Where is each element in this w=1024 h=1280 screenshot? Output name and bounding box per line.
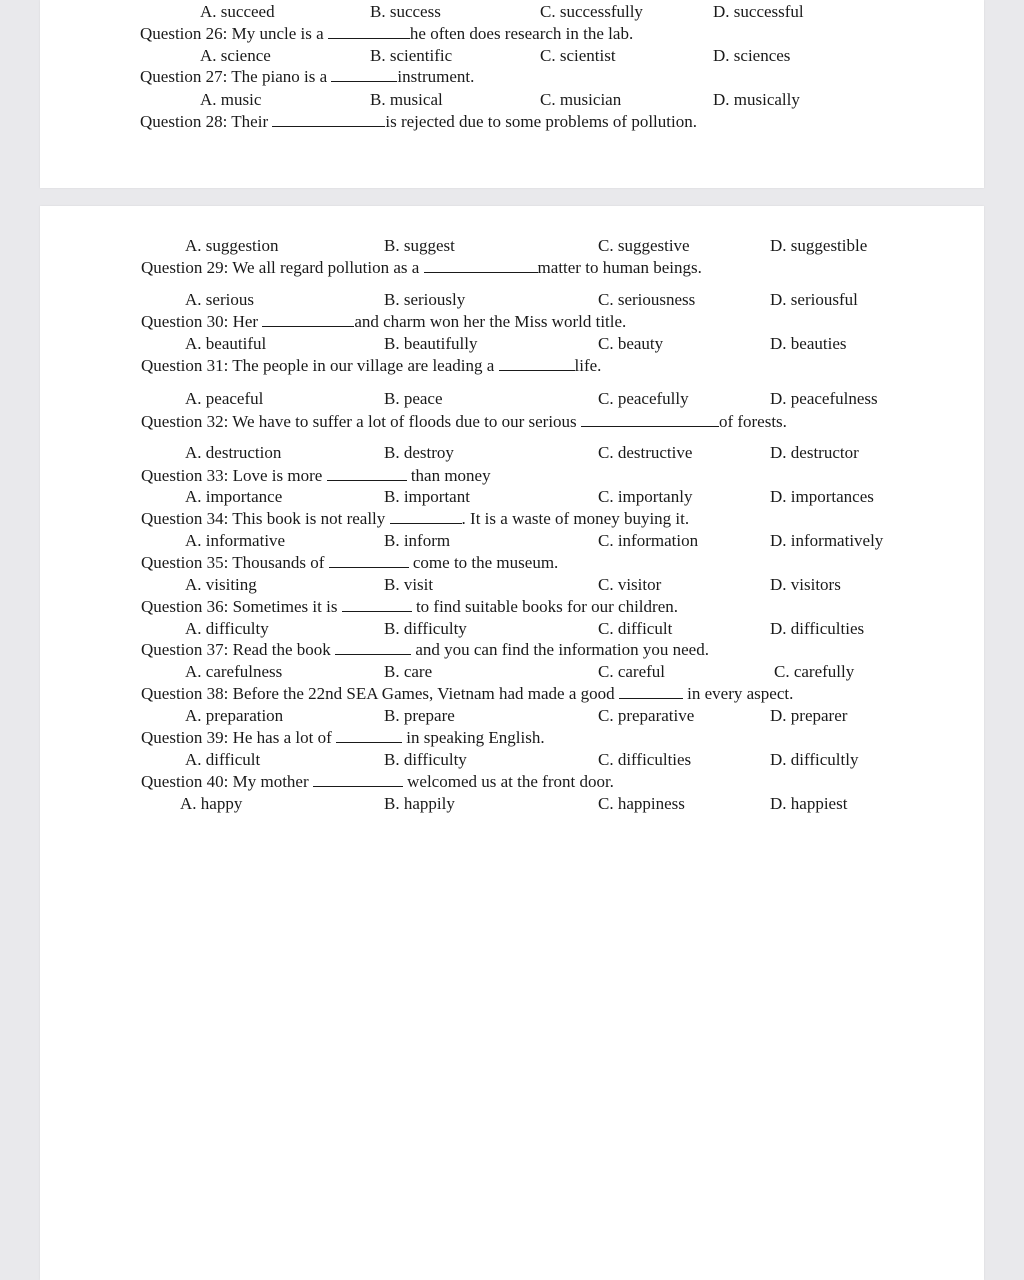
answer-blank xyxy=(329,553,409,568)
q37-option-b: B. care xyxy=(384,662,433,681)
q25-option-b: B. success xyxy=(370,2,441,21)
answer-blank xyxy=(336,728,402,743)
q38-option-c: C. preparative xyxy=(598,706,695,725)
question-27 xyxy=(140,67,474,87)
question-31-tail: life. xyxy=(574,356,602,375)
q35-option-a: A. visiting xyxy=(185,575,257,594)
q28-option-d: D. suggestible xyxy=(770,236,868,255)
question-29-stem: Question 29: We all regard pollution as a xyxy=(141,258,420,277)
question-37-tail: and you can find the information you need. xyxy=(415,640,709,659)
q36-option-a: A. difficulty xyxy=(185,619,269,638)
answer-blank xyxy=(390,509,462,524)
q30-option-a: A. beautiful xyxy=(185,334,267,353)
q29-option-b: B. seriously xyxy=(384,290,466,309)
q38-option-d: D. preparer xyxy=(770,706,848,725)
q36-option-b: B. difficulty xyxy=(384,619,467,638)
q26-option-b: B. scientific xyxy=(370,46,453,65)
q27-option-b: B. musical xyxy=(370,90,443,109)
q31-option-b: B. peace xyxy=(384,389,443,408)
question-35 xyxy=(141,553,558,573)
q39-option-b: B. difficulty xyxy=(384,750,467,769)
q32-option-b: B. destroy xyxy=(384,443,454,462)
answer-blank xyxy=(619,684,683,699)
question-34 xyxy=(141,509,689,529)
question-31 xyxy=(141,356,601,376)
q34-option-c: C. information xyxy=(598,531,699,550)
q26-option-a: A. science xyxy=(200,46,271,65)
q30-option-d: D. beauties xyxy=(770,334,847,353)
question-38-tail: in every aspect. xyxy=(687,684,794,703)
q32-option-a: A. destruction xyxy=(185,443,282,462)
answer-blank xyxy=(581,412,719,427)
question-32-tail: of forests. xyxy=(718,412,787,431)
q39-option-c: C. difficulties xyxy=(598,750,692,769)
question-33 xyxy=(141,466,491,486)
question-28 xyxy=(140,112,697,132)
q29-option-c: C. seriousness xyxy=(598,290,696,309)
q35-option-d: D. visitors xyxy=(770,575,841,594)
q31-option-c: C. peacefully xyxy=(598,389,689,408)
question-32-stem: Question 32: We have to suffer a lot of floods due to our serious xyxy=(141,412,577,431)
q35-option-b: B. visit xyxy=(384,575,434,594)
question-34-stem: Question 34: This book is not really xyxy=(141,509,386,528)
q37-option-d: C. carefully xyxy=(774,662,855,681)
question-30-tail: and charm won her the Miss world title. xyxy=(354,312,627,331)
question-35-stem: Question 35: Thousands of xyxy=(141,553,325,572)
question-34-tail: . It is a waste of money buying it. xyxy=(461,509,690,528)
question-32 xyxy=(141,412,787,432)
question-39-tail: in speaking English. xyxy=(406,728,545,747)
question-40-tail: welcomed us at the front door. xyxy=(407,772,614,791)
q27-option-c: C. musician xyxy=(540,90,622,109)
question-36-stem: Question 36: Sometimes it is xyxy=(141,597,338,616)
q31-option-d: D. peacefulness xyxy=(770,389,878,408)
answer-blank xyxy=(499,356,575,371)
question-29 xyxy=(141,258,702,278)
q29-option-d: D. seriousful xyxy=(770,290,858,309)
question-31-stem: Question 31: The people in our village are leading a xyxy=(141,356,495,375)
question-29-tail: matter to human beings. xyxy=(537,258,702,277)
q36-option-d: D. difficulties xyxy=(770,619,865,638)
question-39 xyxy=(141,728,545,748)
q40-option-d: D. happiest xyxy=(770,794,848,813)
q39-option-d: D. difficultly xyxy=(770,750,859,769)
answer-blank xyxy=(262,312,354,327)
question-40-stem: Question 40: My mother xyxy=(141,772,309,791)
q34-option-b: B. inform xyxy=(384,531,451,550)
question-39-stem: Question 39: He has a lot of xyxy=(141,728,332,747)
q37-option-c: C. careful xyxy=(598,662,666,681)
question-28-tail: is rejected due to some problems of pollution. xyxy=(385,112,697,131)
q25-option-c: C. successfully xyxy=(540,2,643,21)
q26-option-c: C. scientist xyxy=(540,46,616,65)
question-38-stem: Question 38: Before the 22nd SEA Games, Vietnam had made a good xyxy=(141,684,615,703)
q25-option-d: D. successful xyxy=(713,2,804,21)
q28-option-c: C. suggestive xyxy=(598,236,690,255)
q40-option-b: B. happily xyxy=(384,794,455,813)
document-page-1 xyxy=(40,0,984,188)
q30-option-c: C. beauty xyxy=(598,334,664,353)
question-33-tail: than money xyxy=(410,466,491,485)
q38-option-b: B. prepare xyxy=(384,706,455,725)
q37-option-a: A. carefulness xyxy=(185,662,283,681)
q29-option-a: A. serious xyxy=(185,290,254,309)
question-35-tail: come to the museum. xyxy=(412,553,559,572)
answer-blank xyxy=(313,772,403,787)
q26-option-d: D. sciences xyxy=(713,46,791,65)
question-36-tail: to find suitable books for our children. xyxy=(415,597,678,616)
q27-option-d: D. musically xyxy=(713,90,800,109)
q30-option-b: B. beautifully xyxy=(384,334,478,353)
question-33-stem: Question 33: Love is more xyxy=(141,466,323,485)
q27-option-a: A. music xyxy=(200,90,262,109)
question-27-tail: instrument. xyxy=(397,67,475,86)
question-37 xyxy=(141,640,709,660)
q33-option-b: B. important xyxy=(384,487,470,506)
q40-option-c: C. happiness xyxy=(598,794,685,813)
question-37-stem: Question 37: Read the book xyxy=(141,640,331,659)
question-38 xyxy=(141,684,793,704)
question-28-stem: Question 28: Their xyxy=(140,112,269,131)
q34-option-a: A. informative xyxy=(185,531,286,550)
answer-blank xyxy=(331,67,397,82)
question-27-stem: Question 27: The piano is a xyxy=(140,67,328,86)
answer-blank xyxy=(272,112,385,127)
answer-blank xyxy=(327,466,407,481)
document-page-2 xyxy=(40,206,984,1280)
question-30-stem: Question 30: Her xyxy=(141,312,259,331)
q25-option-a: A. succeed xyxy=(200,2,275,21)
answer-blank xyxy=(342,597,412,612)
question-30 xyxy=(141,312,626,332)
question-26-tail: he often does research in the lab. xyxy=(409,24,634,43)
question-26-stem: Question 26: My uncle is a xyxy=(140,24,324,43)
q28-option-a: A. suggestion xyxy=(185,236,279,255)
q32-option-c: C. destructive xyxy=(598,443,693,462)
q34-option-d: D. informatively xyxy=(770,531,884,550)
q32-option-d: D. destructor xyxy=(770,443,859,462)
q28-option-b: B. suggest xyxy=(384,236,455,255)
q33-option-c: C. importanly xyxy=(598,487,693,506)
answer-blank xyxy=(328,24,410,39)
q31-option-a: A. peaceful xyxy=(185,389,264,408)
q38-option-a: A. preparation xyxy=(185,706,284,725)
answer-blank xyxy=(335,640,411,655)
question-36 xyxy=(141,597,678,617)
q40-option-a: A. happy xyxy=(180,794,243,813)
question-40 xyxy=(141,772,614,792)
q36-option-c: C. difficult xyxy=(598,619,673,638)
q39-option-a: A. difficult xyxy=(185,750,261,769)
q33-option-a: A. importance xyxy=(185,487,283,506)
q35-option-c: C. visitor xyxy=(598,575,662,594)
answer-blank xyxy=(424,258,538,273)
q33-option-d: D. importances xyxy=(770,487,874,506)
question-26 xyxy=(140,24,633,44)
